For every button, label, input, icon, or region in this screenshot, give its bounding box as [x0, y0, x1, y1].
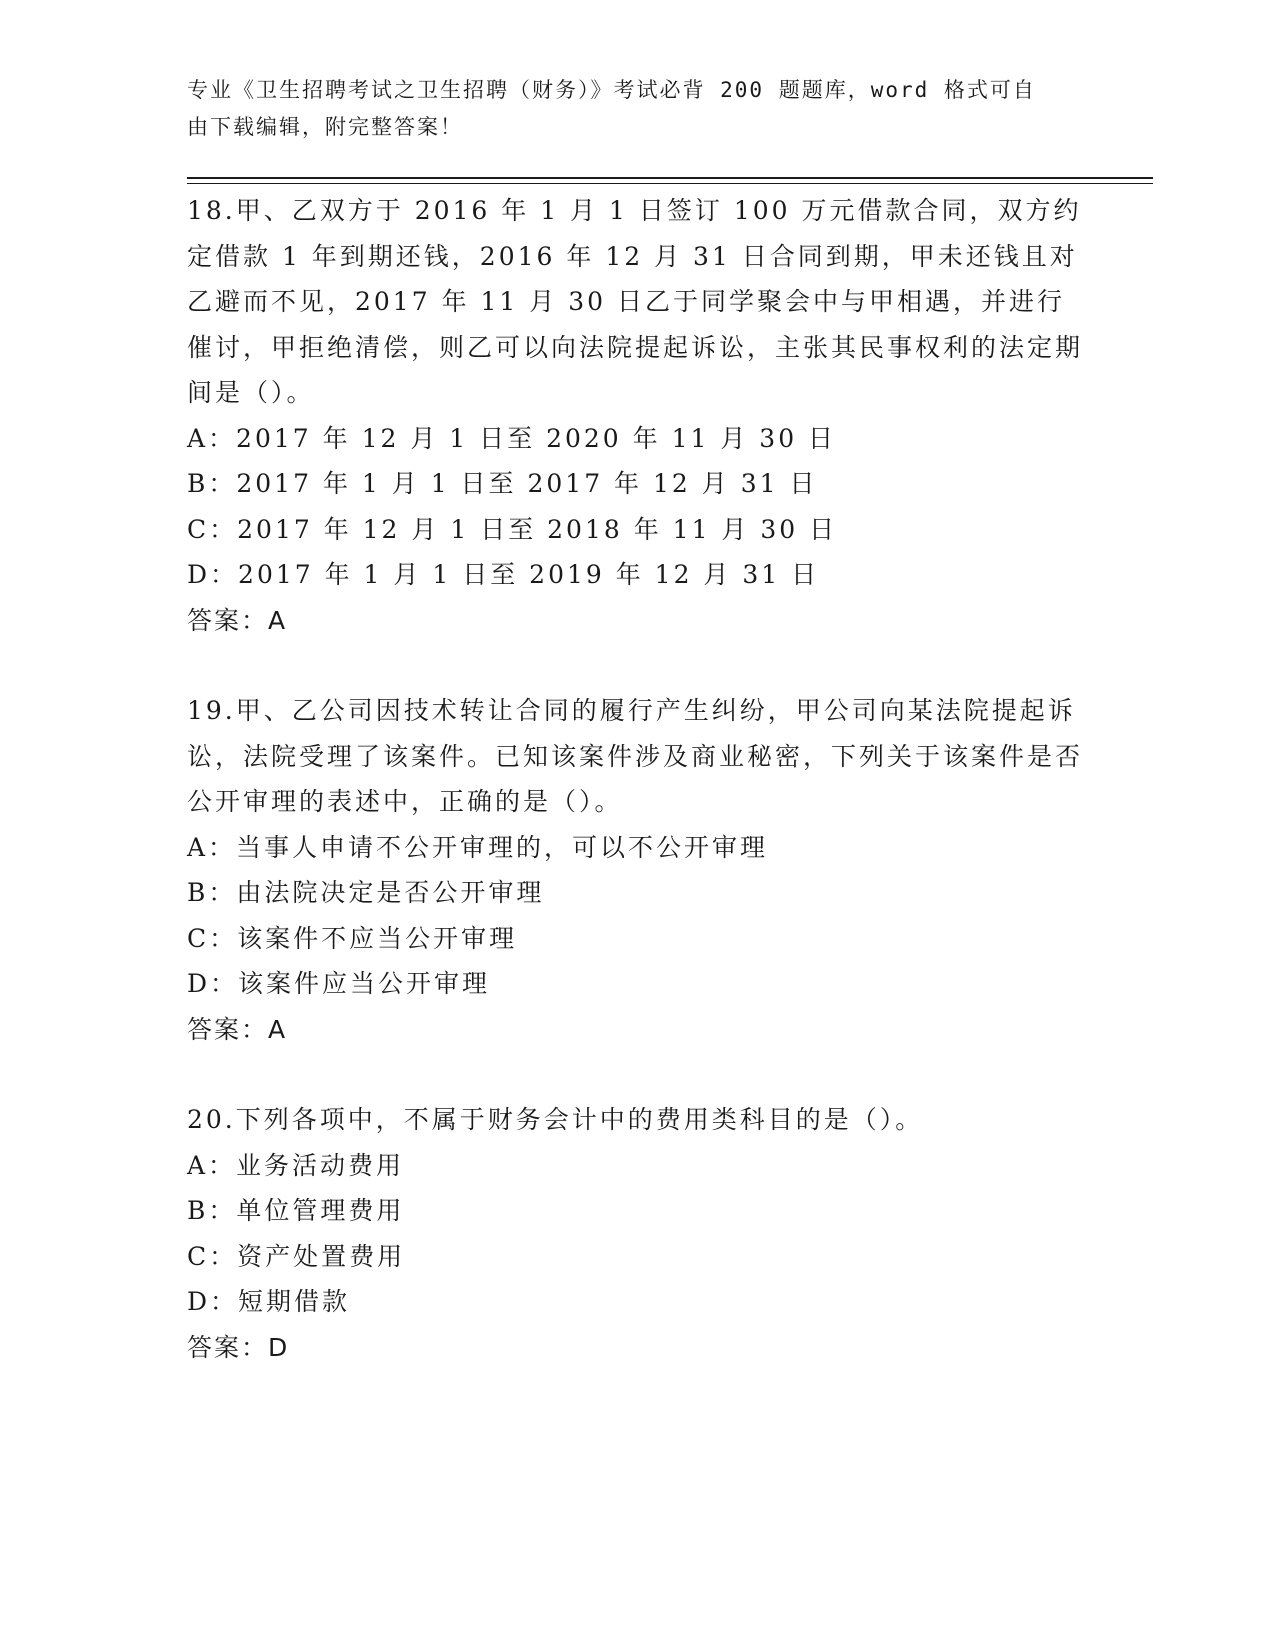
option-d: D：短期借款: [187, 1287, 351, 1316]
question-stem: 19.甲、乙公司因技术转让合同的履行产生纠纷，甲公司向某法院提起诉讼，法院受理了该案件。已知该案件涉及商业秘密，下列关于该案件是否公开审理的表述中，正确的是（）。: [187, 696, 1084, 816]
header-divider-thick: [187, 177, 1153, 179]
question-stem: 18.甲、乙双方于 2016 年 1 月 1 日签订 100 万元借款合同，双方约定借款 1 年到期还钱，2016 年 12 月 31 日合同到期，甲未还钱且对乙避而不见，2017 年 11 月 30 日乙于同学聚会中与甲相遇，并进行催讨，甲拒绝清偿，则乙可以向法院提起诉讼，主张其民事权利的法定期间是（）。: [187, 196, 1084, 407]
option-a: A：2017 年 12 月 1 日至 2020 年 11 月 30 日: [187, 423, 837, 453]
option-b: B：2017 年 1 月 1 日至 2017 年 12 月 31 日: [187, 469, 818, 498]
answer-label: 答案：A: [187, 1014, 288, 1044]
answer-label: 答案：A: [187, 605, 288, 635]
option-a: A：当事人申请不公开审理的，可以不公开审理: [187, 832, 769, 862]
option-c: C：资产处置费用: [187, 1241, 406, 1271]
answer-label: 答案：D: [187, 1332, 290, 1362]
option-b: B：由法院决定是否公开审理: [187, 878, 545, 907]
option-a: A：业务活动费用: [187, 1150, 405, 1180]
option-c: C：该案件不应当公开审理: [187, 923, 518, 953]
header-divider-thin: [187, 183, 1153, 184]
option-d: D：该案件应当公开审理: [187, 969, 491, 998]
question-19: [187, 688, 1087, 1052]
question-20: [187, 1097, 1087, 1370]
option-b: B：单位管理费用: [187, 1196, 405, 1225]
header-line-1: 专业《卫生招聘考试之卫生招聘（财务）》考试必背 200 题题库，word 格式可自: [187, 78, 1036, 102]
question-18: [187, 188, 1087, 643]
option-d: D：2017 年 1 月 1 日至 2019 年 12 月 31 日: [187, 560, 820, 589]
question-stem: 20.下列各项中，不属于财务会计中的费用类科目的是（）。: [187, 1105, 924, 1134]
question-list: [187, 188, 1087, 1370]
header-line-2: 由下载编辑，附完整答案！: [187, 115, 463, 139]
document-header: [187, 72, 1067, 146]
option-c: C：2017 年 12 月 1 日至 2018 年 11 月 30 日: [187, 514, 838, 544]
